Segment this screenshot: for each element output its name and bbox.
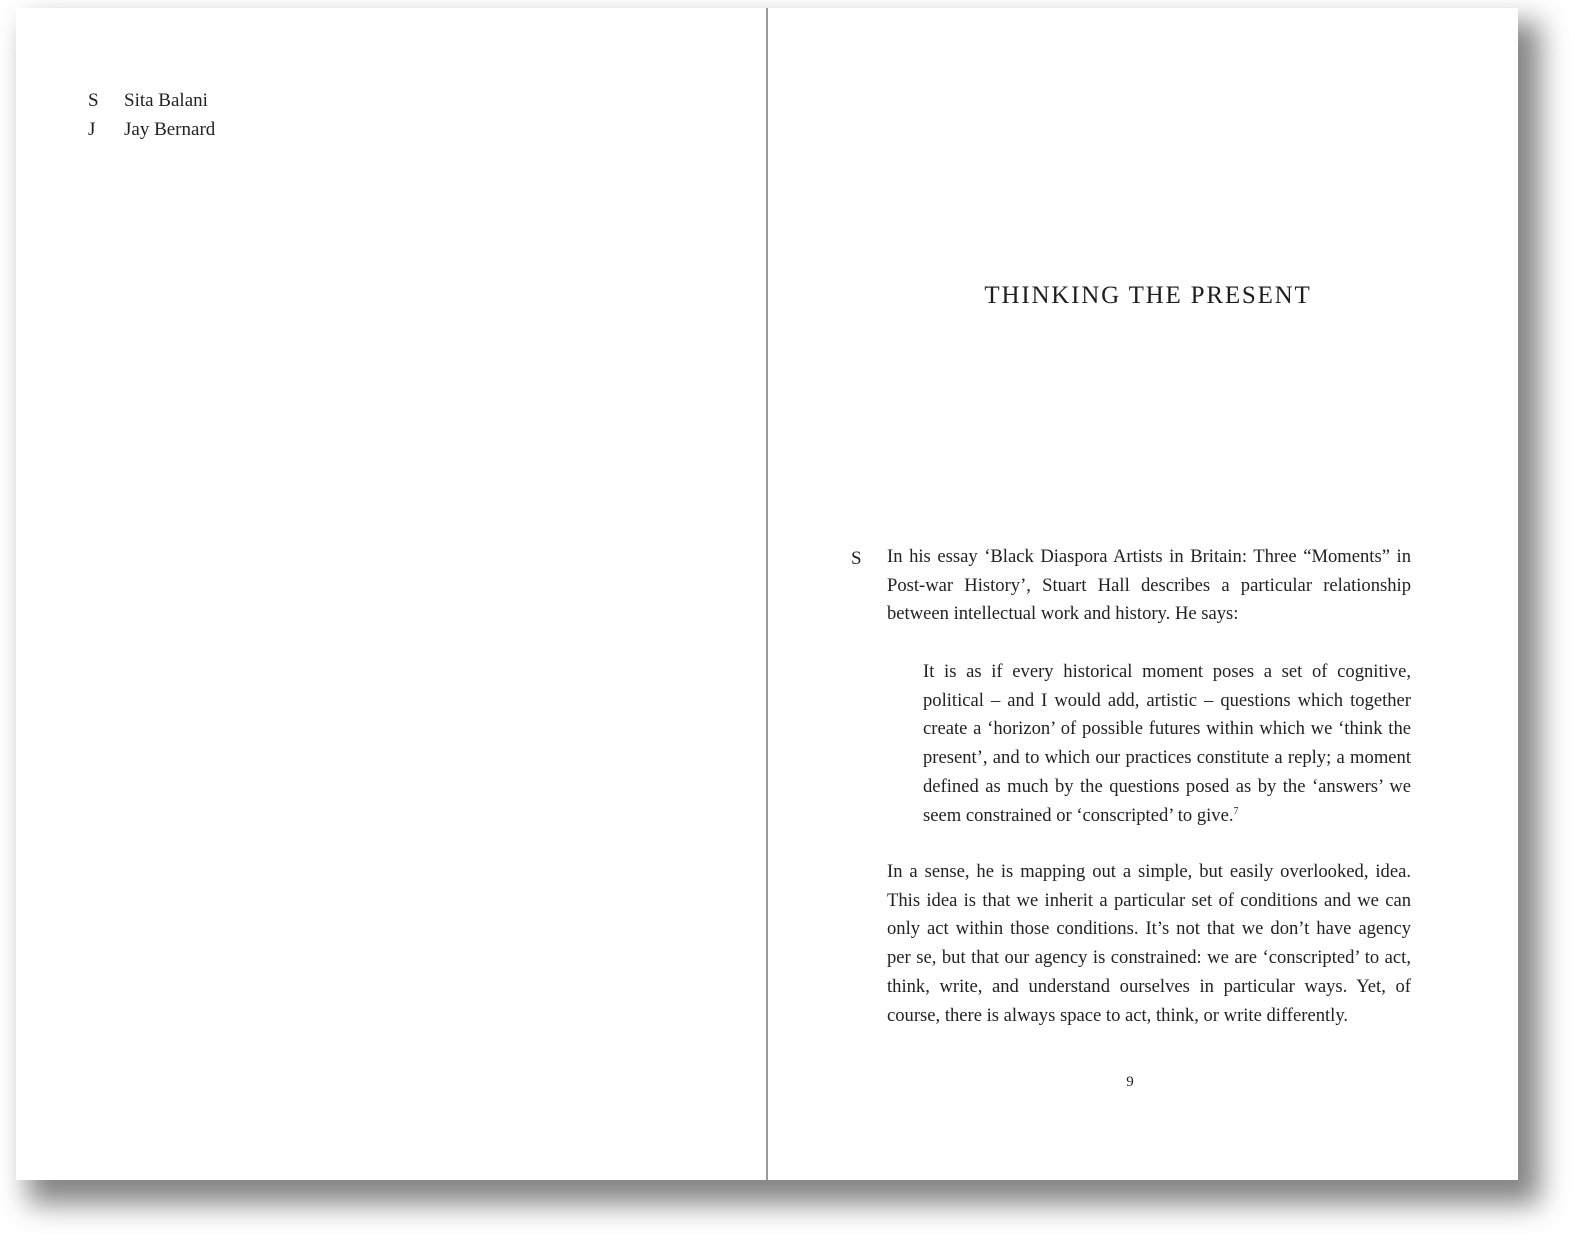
body-paragraph-commentary: In a sense, he is mapping out a simple, but easily overlooked, idea. This idea is that we inherit a particular set of conditions and we can only act within those conditions. It’s not that we don’t have agency per se, but that our agency is constrained: we are ‘conscripted’ to act, think, write, and understand ourselves in particular ways. Yet, of course, there is always space to act, think, or write differently. (887, 861, 1411, 1026)
speaker-name: Sita Balani (124, 90, 208, 111)
speaker-list (88, 86, 215, 144)
left-page (16, 8, 766, 1180)
speaker-key: S (88, 90, 99, 111)
book-spread (16, 8, 1518, 1180)
footnote-reference: 7 (1233, 805, 1239, 817)
speaker-key: J (88, 119, 96, 140)
speaker-name: Jay Bernard (124, 119, 216, 140)
speaker-marker: S (851, 548, 862, 569)
block-quote-text: It is as if every historical moment poses a set of cognitive, political – and I would add, artistic – questions which together create a ‘horizon’ of possible futures within which we ‘think the present’, and to which our practices constitute a reply; a moment defined as much by the questions posed as by the ‘answers’ we seem constrained or ‘conscripted’ to give. (923, 661, 1411, 826)
chapter-title: THINKING THE PRESENT (984, 282, 1312, 309)
page-number: 9 (1126, 1074, 1134, 1090)
body-paragraph-intro: In his essay ‘Black Diaspora Artists in Britain: Three “Moments” in Post-war History’, Stuart Hall describes a particular relationship between intellectual work and history. He says: (887, 546, 1411, 625)
speaker-row (88, 86, 215, 115)
right-page (768, 8, 1518, 1180)
block-quote (923, 658, 1411, 830)
speaker-row (88, 115, 215, 144)
